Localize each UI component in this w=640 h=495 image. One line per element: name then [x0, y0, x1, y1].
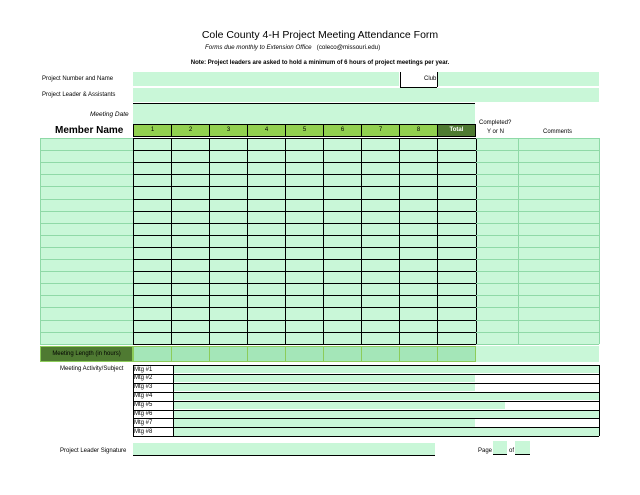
meeting-length-cell[interactable]	[209, 346, 248, 362]
header-meeting-7: 7	[361, 124, 400, 137]
mtg-label: Mtg #8	[134, 428, 153, 435]
mtg-activity-field[interactable]	[174, 374, 475, 382]
signature-field[interactable]	[133, 443, 435, 456]
mtg-label: Mtg #6	[134, 411, 153, 417]
mtg-label: Mtg #7	[134, 419, 153, 426]
meeting-length-cell[interactable]	[399, 346, 438, 362]
meeting-length-cell[interactable]	[285, 346, 324, 362]
subtitle	[205, 44, 380, 51]
page-label: Page	[478, 448, 493, 454]
meeting-date-row[interactable]	[133, 104, 475, 124]
mtg-activity-field[interactable]	[174, 418, 475, 426]
mtg-activity-field[interactable]	[174, 383, 475, 391]
project-number-label: Project Number and Name	[42, 76, 114, 82]
header-meeting-2: 2	[171, 124, 210, 137]
header-meeting-3: 3	[209, 124, 248, 137]
project-number-field[interactable]	[133, 72, 399, 86]
comments-label: Comments	[543, 129, 573, 135]
y-or-n-label: Y or N	[487, 129, 504, 135]
leaders-label: Project Leader & Assistants	[42, 92, 116, 98]
header-meeting-4: 4	[247, 124, 286, 137]
club-label: Club	[424, 76, 437, 82]
of-label: of	[509, 448, 515, 454]
meeting-length-cell[interactable]	[323, 346, 362, 362]
mtg-label: Mtg #2	[134, 375, 153, 382]
note-text: Note: Project leaders are asked to hold a minimum of 6 hours of project meetings per year.	[190, 60, 450, 66]
header-total: Total	[437, 124, 476, 137]
meeting-length-cell[interactable]	[361, 346, 400, 362]
header-meeting-8: 8	[399, 124, 438, 137]
meeting-length-cell[interactable]	[247, 346, 286, 362]
header-meeting-1: 1	[133, 124, 172, 137]
subtitle-due-text: Forms due monthly to Extension Office	[205, 44, 312, 51]
leaders-field[interactable]	[133, 88, 599, 102]
club-field[interactable]	[438, 72, 599, 86]
subtitle-email: (coleco@missouri.edu)	[316, 44, 381, 51]
mtg-activity-field[interactable]	[174, 427, 599, 435]
mtg-activity-field[interactable]	[174, 365, 599, 373]
meeting-length-cell[interactable]	[437, 346, 476, 362]
mtg-label: Mtg #4	[134, 393, 153, 400]
meeting-length-cell[interactable]	[133, 346, 172, 362]
attendance-grid[interactable]	[40, 138, 599, 344]
page-title: Cole County 4-H Project Meeting Attendance Form	[201, 29, 439, 41]
meeting-length-label: Meeting Length (in hours)	[40, 346, 133, 362]
activity-subject-label: Meeting Activity/Subject	[60, 366, 124, 372]
mtg-label: Mtg #5	[134, 402, 153, 409]
header-meeting-6: 6	[323, 124, 362, 137]
signature-label: Project Leader Signature	[60, 448, 127, 454]
mtg-label: Mtg #1	[134, 366, 153, 373]
meeting-date-label: Meeting Date	[90, 111, 129, 118]
page-number-field[interactable]	[493, 441, 507, 455]
completed-label: Completed?	[479, 120, 512, 126]
mtg-label: Mtg #3	[134, 384, 153, 391]
header-meeting-5: 5	[285, 124, 324, 137]
page-total-field[interactable]	[515, 441, 530, 455]
meeting-length-cell[interactable]	[171, 346, 210, 362]
member-name-header: Member Name	[55, 125, 124, 136]
meeting-length-extra	[476, 346, 599, 362]
